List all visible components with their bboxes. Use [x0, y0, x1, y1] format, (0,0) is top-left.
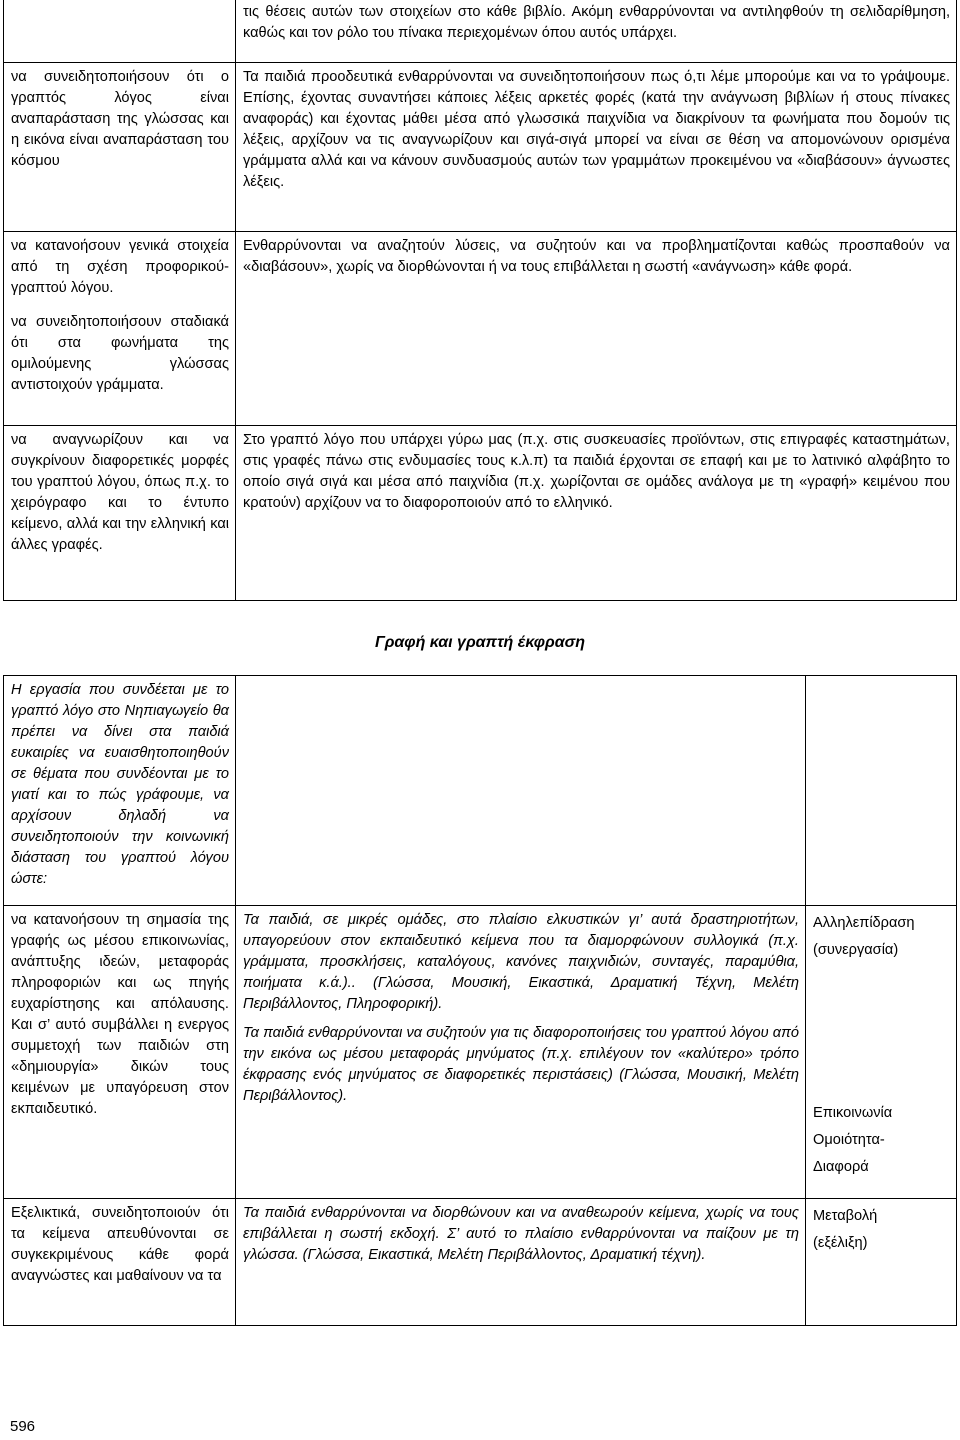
activity-text: Τα παιδιά προοδευτικά ενθαρρύνονται να συνειδητοποιήσουν πως ό,τι λέμε μπορούμε και να το γράψουμε. Επίσης, έχοντας συναντήσει κάποιες λέξεις αρκετές φορές (κατά την ανάγνωση βιβλίων ή στους πίνακες αναφοράς) και έχοντας μάθει μέσα από γλωσσικά παιχνίδια να διακρίνουν τα φωνήματα που δομούν τις λέξεις, αρχίζουν να τις αναγνωρίζουν και σιγά-σιγά μπορεί να είναι σε θέση να απομονώνουν ορισμένα γράμματα αλλά και να κάνουν συνδυασμούς αυτών των γραμμάτων προκειμένου να «διαβάσουν» άγνωστες λέξεις.: [243, 69, 950, 190]
intro-text: Η εργασία που συνδέεται με το γραπτό λόγο στο Νηπιαγωγείο θα πρέπει να δίνει στα παιδιά ευκαιρίες να ευαισθητοποιηθούν σε θέματα που συνδέονται με το γιατί και το πώς γράφουμε, να αρχίσουν δηλαδή να συνειδητοποιούν την κοινωνική διάσταση του γραπτού λόγου ώστε:: [11, 682, 229, 887]
table-row: [4, 0, 957, 63]
goal-text: να κατανοήσουν γενικά στοιχεία από τη σχέση προφορικού-γραπτού λόγου.: [11, 238, 229, 296]
activity-text: Στο γραπτό λόγο που υπάρχει γύρω μας (π.χ. στις συσκευασίες προϊόντων, στις επιγραφές καταστημάτων, στις γραφές πάνω στις ενδυμασίες τους κ.λ.π) τα παιδιά έρχονται σε επαφή και με το λατινικό αλφάβητο το οποίο σιγά σιγά και μέσα από παιχνίδια (π.χ. χωρίζονται σε ομάδες ανάλογα με τη «γραφή» κειμένου που κρατούν) αρχίζουν να το διαφοροποιούν από το ελληνικό.: [243, 432, 950, 511]
concept-label: Μεταβολή: [813, 1208, 878, 1224]
activity-cell: [236, 0, 957, 63]
goal-cell: [4, 906, 236, 1199]
section-heading: Γραφή και γραπτή έκφραση: [374, 634, 586, 651]
activity-text: Τα παιδιά ενθαρρύνονται να διορθώνουν και να αναθεωρούν κείμενα, χωρίς να τους επιβάλλεται η σωστή εκδοχή. Σ’ αυτό το πλαίσιο ενθαρρύνονται να παίζουν με τη γλώσσα. (Γλώσσα, Εικαστικά, Μελέτη Περιβάλλοντος, Δραματική τέχνη).: [243, 1205, 799, 1263]
concept-label: Διαφορά: [813, 1159, 869, 1175]
goal-cell: [4, 63, 236, 232]
table-row: [4, 1199, 957, 1326]
activity-cell: [236, 63, 957, 232]
goal-text: να συνειδητοποιήσουν σταδιακά ότι στα φωνήματα της ομιλούμενης γλώσσας αντιστοιχούν γράμματα.: [11, 314, 229, 393]
bottom-table: [3, 675, 957, 1326]
table-row: [4, 63, 957, 232]
activity-text: Τα παιδιά ενθαρρύνονται να συζητούν για τις διαφοροποιήσεις του γραπτού λόγου από την εικόνα ως μέσου μεταφοράς μηνύματος (π.χ. επιλέγουν τον «καλύτερο» τρόπο έκφρασης ενός μηνύματος σε διαφορετικές περιστάσεις) (Γλώσσα, Μουσική, Μελέτη Περιβάλλοντος).: [243, 1025, 799, 1104]
activity-cell: [236, 232, 957, 426]
goal-cell: [4, 426, 236, 601]
concept-cell: [806, 1199, 957, 1326]
table-row: [4, 906, 957, 1199]
activity-text: τις θέσεις αυτών των στοιχείων στο κάθε βιβλίο. Ακόμη ενθαρρύνονται να αντιληφθούν τη σελιδαρίθμηση, καθώς και τον ρόλο του πίνακα περιεχομένων όπου αυτός υπάρχει.: [243, 4, 950, 41]
activity-cell: [236, 426, 957, 601]
activity-cell: [236, 906, 806, 1199]
goal-text: Εξελικτικά, συνειδητοποιούν ότι τα κείμενα απευθύνονται σε συγκεκριμένους κάθε φορά αναγνώστες και μαθαίνουν να τα: [11, 1205, 229, 1284]
concept-cell: [806, 906, 957, 1199]
table-row: [4, 232, 957, 426]
goal-text: να κατανοήσουν τη σημασία της γραφής ως μέσου επικοινωνίας, ανάπτυξης ιδεών, μεταφοράς πληροφοριών και ως πηγής ευχαρίστησης και απόλαυσης. Και σ’ αυτό συμβάλλει η ενεργος συμμετοχή των παιδιών στη «δημιουργία» δικών τους κειμένων με υπαγόρευση στον εκπαιδευτικό.: [11, 912, 229, 1117]
concept-label: Ομοιότητα-: [813, 1132, 885, 1148]
activity-cell: [236, 676, 806, 906]
activity-text: Τα παιδιά, σε μικρές ομάδες, στο πλαίσιο ελκυστικών γι’ αυτά δραστηριοτήτων, υπαγορεύουν στον εκπαιδευτικό κείμενα που τα διαμορφώνουν συλλογικά (π.χ. γράμματα, προσκλήσεις, καταλόγους, κανόνες παιχνιδιών, συνταγές, παραμύθια, ποιήματα κ.ά.).. (Γλώσσα, Μουσική, Εικαστικά, Δραματική Τέχνη, Μελέτη Περιβάλλοντος, Πληροφορική).: [243, 912, 799, 1012]
goal-text: να συνειδητοποιήσουν ότι ο γραπτός λόγος είναι αναπαράσταση της γλώσσας και η εικόνα είναι αναπαράσταση του κόσμου: [11, 69, 229, 169]
table-row: [4, 426, 957, 601]
activity-cell: [236, 1199, 806, 1326]
concept-label: (συνεργασία): [813, 942, 899, 958]
table-row: [4, 676, 957, 906]
goal-cell: [4, 0, 236, 63]
top-table: [3, 0, 957, 601]
concept-label: (εξέλιξη): [813, 1235, 868, 1251]
activity-text: Ενθαρρύνονται να αναζητούν λύσεις, να συζητούν και να προβληματίζονται καθώς προσπαθούν να «διαβάσουν», χωρίς να διορθώνονται ή να τους επιβάλλεται η σωστή «ανάγνωση» κάθε φορά.: [243, 238, 950, 275]
goal-cell: [4, 1199, 236, 1326]
concept-label: Αλληλεπίδραση: [813, 915, 915, 931]
concept-label: Επικοινωνία: [813, 1105, 893, 1121]
page-number: 596: [10, 1418, 36, 1435]
goal-text: να αναγνωρίζουν και να συγκρίνουν διαφορετικές μορφές του γραπτού λόγου, όπως π.χ. το χειρόγραφο και το έντυπο κείμενο, αλλά και την ελληνική και άλλες γραφές.: [11, 432, 229, 553]
concept-cell: [806, 676, 957, 906]
intro-cell: [4, 676, 236, 906]
goal-cell: [4, 232, 236, 426]
